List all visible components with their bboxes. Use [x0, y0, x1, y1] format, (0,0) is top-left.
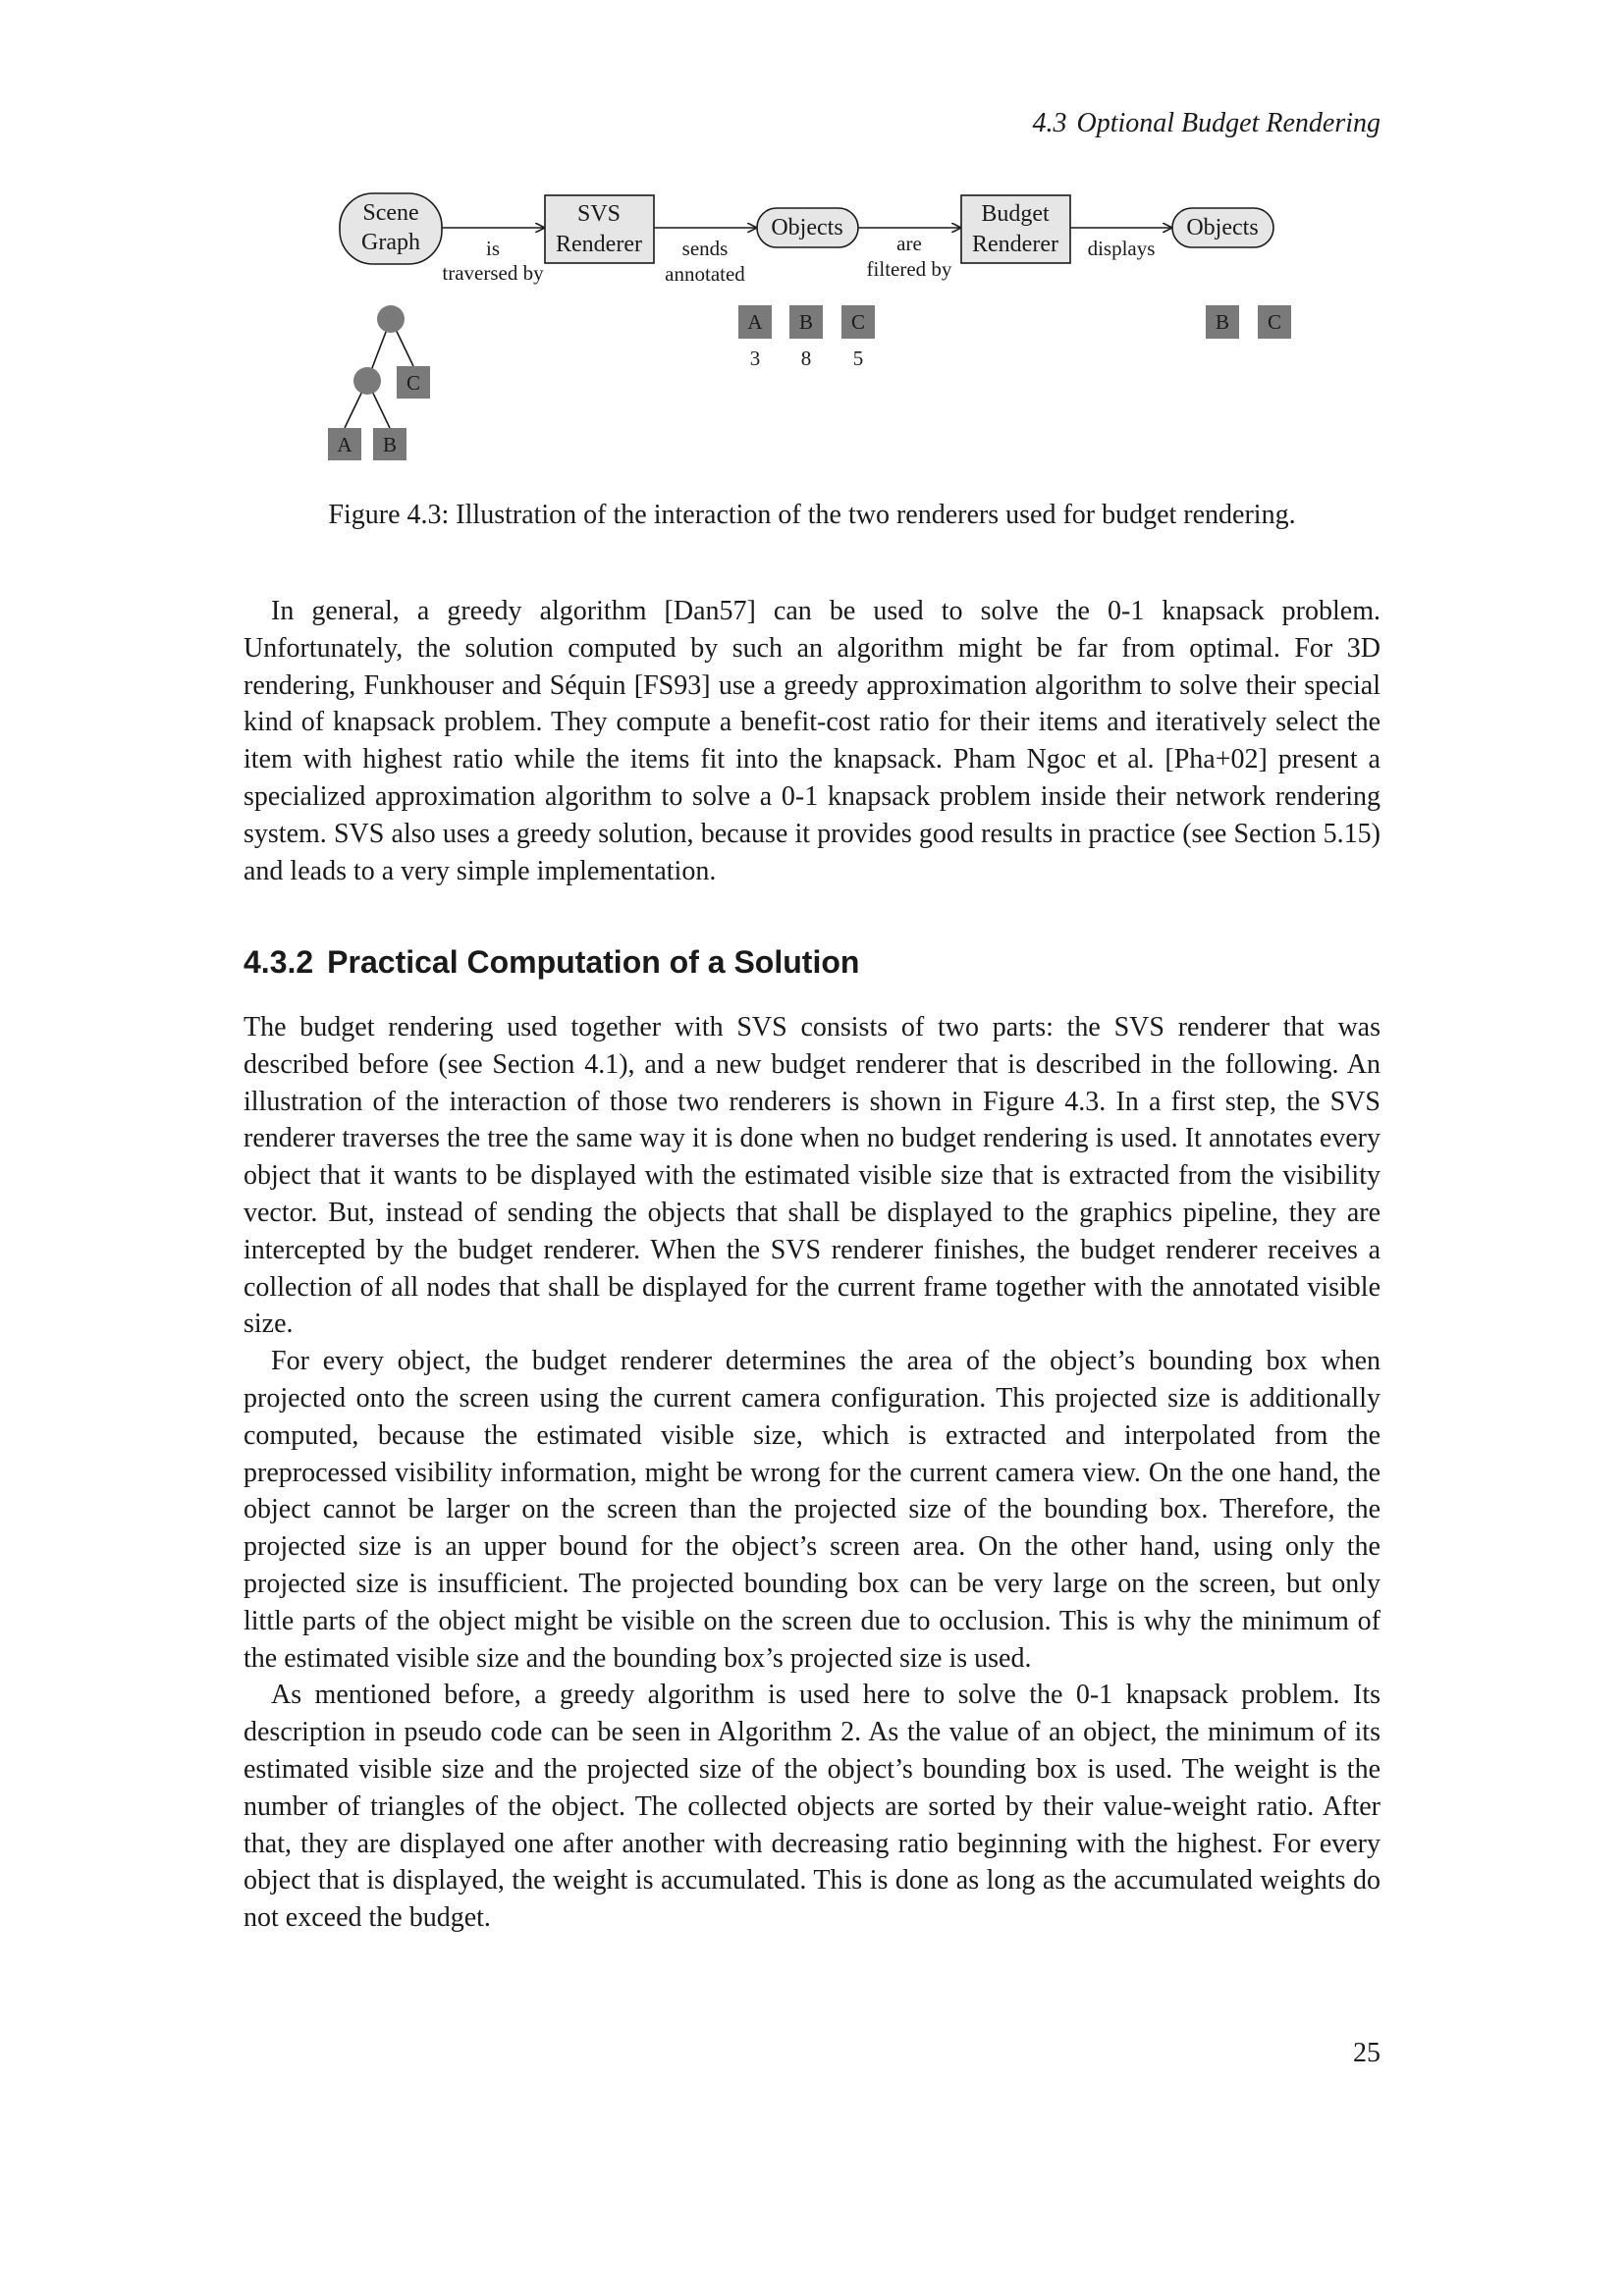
section-heading	[244, 944, 859, 981]
figure-4-3-diagram	[0, 0, 1624, 491]
edge-sends-annotated-label-1: sends	[681, 237, 729, 260]
budget-renderer-label-2: Renderer	[972, 232, 1058, 257]
budget-renderer-label-1: Budget	[981, 201, 1050, 227]
section-paragraph-2: For every object, the budget renderer determines the area of the object’s bounding box when projected onto the screen using the current camera configuration. This projected size is additionally computed, because the estimated visible size, which is extracted and interpolated from the preprocessed visibility information, might be wrong for the current camera view. On the one hand, the object cannot be larger on the screen than the projected size of the bounding box. Therefore, the projected size is an upper bound for the object’s screen area. On the other hand, using only the projected size is insufficient. The projected bounding box can be very large on the screen, but only little parts of the object might be visible on the screen due to occlusion. This is why the minimum of the estimated visible size and the bounding box’s projected size is used.	[244, 1346, 1380, 1674]
annotated-object-b-value: 8	[800, 347, 812, 370]
header-section-number: 4.3	[1032, 108, 1067, 138]
svs-renderer-label-1: SVS	[576, 201, 622, 227]
displayed-object-c-label: C	[1267, 310, 1282, 334]
section-paragraph-1: The budget rendering used together with SVS consists of two parts: the SVS renderer that was described before (see Section 4.1), and a new budget renderer that is described in the following. An illustration of the interaction of those two renderers is shown in Figure 4.3. In a first step, the SVS renderer traverses the tree the same way it is done when no budget rendering is used. It annotates every object that it wants to be displayed with the estimated visible size that is extracted from the visibility vector. But, instead of sending the objects that shall be displayed to the graphics pipeline, they are intercepted by the budget renderer. When the SVS renderer finishes, the budget renderer receives a collection of all nodes that shall be displayed for the current frame together with the annotated visible size.	[244, 1012, 1380, 1340]
displayed-object-b-label: B	[1215, 310, 1230, 334]
header-section-title: Optional Budget Rendering	[1076, 108, 1380, 138]
page-number: 25	[1353, 2038, 1380, 2068]
tree-leaf-b-label: B	[382, 433, 398, 456]
tree-leaf-c-label: C	[406, 371, 421, 395]
intro-section	[244, 593, 1380, 889]
tree-root-node	[377, 305, 405, 333]
svs-renderer-label-2: Renderer	[556, 232, 642, 257]
scene-graph-label-2: Graph	[361, 230, 420, 255]
annotated-object-a-label: A	[747, 310, 763, 334]
edge-filtered-by-label-2: filtered by	[866, 257, 952, 281]
edge-sends-annotated-label-2: annotated	[665, 262, 745, 286]
annotated-object-c-value: 5	[852, 347, 864, 370]
tree-leaf-a-label: A	[337, 433, 352, 456]
section-number: 4.3.2	[244, 944, 314, 980]
annotated-object-b-label: B	[798, 310, 814, 334]
edge-traversed-by-label-1: is	[485, 237, 501, 260]
annotated-object-c-label: C	[850, 310, 866, 334]
intro-paragraph: In general, a greedy algorithm [Dan57] can be used to solve the 0-1 knapsack problem. Unfortunately, the solution computed by such an algorithm might be far from optimal. For 3D rendering, Funkhouser and Séquin [FS93] use a greedy approximation algorithm to solve their special kind of knapsack problem. They compute a benefit-cost ratio for their items and iteratively select the item with highest ratio while the items fit into the knapsack. Pham Ngoc et al. [Pha+02] present a specialized approximation algorithm to solve a 0-1 knapsack problem inside their network rendering system. SVS also uses a greedy solution, because it provides good results in practice (see Section 5.15) and leads to a very simple implementation.	[244, 596, 1380, 886]
section-paragraph-3: As mentioned before, a greedy algorithm is used here to solve the 0-1 knapsack problem. Its description in pseudo code can be seen in Algorithm 2. As the value of an object, the minimum of its estimated visible size and the projected size of the object’s bounding box is used. The weight is the number of triangles of the object. The collected objects are sorted by their value-weight ratio. After that, they are displayed one after another with decreasing ratio beginning with the highest. For every object that is displayed, the weight is accumulated. This is done as long as the accumulated weights do not exceed the budget.	[244, 1680, 1380, 1934]
scene-graph-label-1: Scene	[362, 200, 419, 226]
edge-traversed-by-label-2: traversed by	[442, 261, 544, 285]
edge-filtered-by-label-1: are	[896, 232, 922, 255]
objects-node-1-label: Objects	[771, 215, 843, 240]
annotated-object-a-value: 3	[749, 347, 761, 370]
edge-displays-label: displays	[1087, 237, 1156, 260]
tree-inner-node	[353, 367, 381, 395]
section-body	[244, 1009, 1380, 1937]
section-title: Practical Computation of a Solution	[327, 944, 860, 980]
objects-node-2-label: Objects	[1186, 215, 1259, 240]
figure-caption: Figure 4.3: Illustration of the interaction of the two renderers used for budget rendering.	[328, 500, 1296, 530]
